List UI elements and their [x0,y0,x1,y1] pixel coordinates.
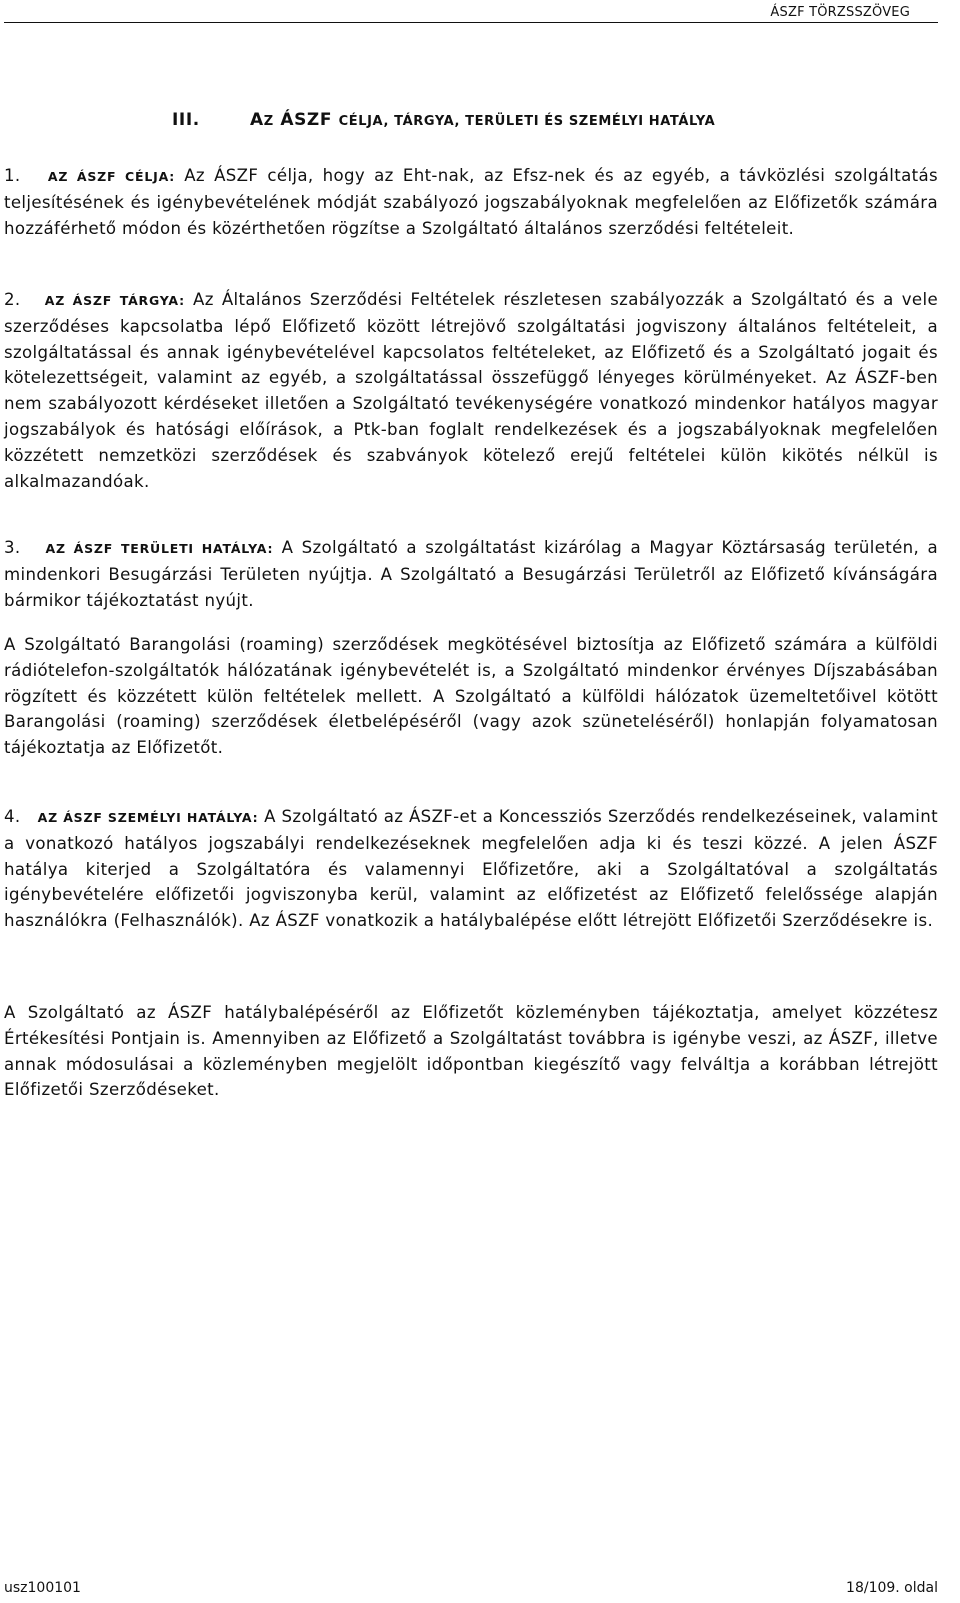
section-paragraph [4,287,938,494]
section-lead: AZ ÁSZF SZEMÉLYI HATÁLYA: [37,810,259,825]
section-number: 4. [4,807,21,826]
chapter-title-main: ÁSZF [280,110,333,130]
chapter-title-small: Z [263,114,274,129]
running-header-title: ÁSZF TÖRZSSZÖVEG [770,5,910,20]
section-number: 1. [4,166,21,185]
paragraph [4,632,938,761]
section-text: A Szolgáltató az ÁSZF-et a Koncessziós Szerződés rendelkezéseinek, valamint a vonatkozó hatályos jogszabályi rendelkezéseknek megfelelően adja ki és teszi közzé. A jelen ÁSZF hatálya kiterjed a Szolgáltatóra és valamennyi Előfizetőre, aki a Szolgáltatóval a szolgáltatás igénybevételére előfizetői jogviszonyba kerül, valamint az előfizetést az Előfizető felelőssége alapján használókra (Felhasználók). Az ÁSZF vonatkozik a hatálybalépése előtt létrejött Előfizetői Szerződésekre is. [4,807,938,931]
paragraph-text: A Szolgáltató az ÁSZF hatálybalépéséről az Előfizetőt közleményben tájékoztatja, amelyet közzétesz Értékesítési Pontjain is. Amennyiben az Előfizető a Szolgáltatást továbbra is igénybe veszi, az ÁSZF, illetve annak módosulásai a közleményben megjelölt időpontban kiegészítő vagy felváltja a korábban létrejött Előfizetői Szerződéseket. [4,1003,938,1100]
paragraph [4,1000,938,1103]
section-paragraph [4,163,938,241]
chapter-title [172,110,715,130]
section-paragraph [4,804,938,934]
section-text: Az Általános Szerződési Feltételek részletesen szabályozzák a Szolgáltató és a vele szerződéses kapcsolatba lépő Előfizető között létrejövő szolgáltatási jogviszony általános feltételeit, a szolgáltatással és annak igénybevételével kapcsolatos feltételeket, az Előfizető és a Szolgáltató jogait és kötelezettségeit, valamint az egyéb, a szolgáltatással összefüggő lényeges körülményeket. Az ÁSZF-ben nem szabályozott kérdéseket illetően a Szolgáltató tevékenységére vonatkozó mindenkor hatályos magyar jogszabályok és hatósági előírások, a Ptk-ban foglalt rendelkezések és a jogszabályoknak megfelelően közzétett nemzetközi szerződések és szabványok kötelező erejű feltételei külön kikötés nélkül is alkalmazandóak. [4,290,939,491]
running-header [4,6,938,23]
section-text: A Szolgáltató a szolgáltatást kizárólag a Magyar Köztársaság területén, a mindenkori Besugárzási Területen nyújtja. A Szolgáltató a Besugárzási Területről az Előfizető kívánságára bármikor tájékoztatást nyújt. [4,538,938,610]
chapter-number: III. [172,110,200,130]
section-number: 3. [4,538,21,557]
section-number: 2. [4,290,21,309]
chapter-title-tail: CÉLJA, TÁRGYA, TERÜLETI ÉS SZEMÉLYI HATÁLYA [338,114,716,129]
paragraph-text: A Szolgáltató Barangolási (roaming) szerződések megkötésével biztosítja az Előfizető számára a külföldi rádiótelefon-szolgáltatók hálózatának igénybevételét is, a Szolgáltató mindenkor érvényes Díjszabásában rögzített és közzétett külön feltételek mellett. A Szolgáltató a külföldi hálózatok üzemeltetőivel kötött Barangolási (roaming) szerződések életbelépéséről (vagy azok szüneteléséről) honlapján folyamatosan tájékoztatja az Előfizetőt. [4,635,938,758]
section-lead: AZ ÁSZF TERÜLETI HATÁLYA: [45,541,274,556]
chapter-title-first-letter: A [250,110,264,130]
section-lead: AZ ÁSZF CÉLJA: [47,169,176,184]
footer-page-number: 18/109. oldal [846,1580,938,1596]
section-paragraph [4,535,938,613]
footer-doc-code: usz100101 [4,1580,81,1596]
section-text: Az ÁSZF célja, hogy az Eht-nak, az Efsz-nek és az egyéb, a távközlési szolgáltatás teljesítésének és igénybevételének módját szabályozó jogszabályoknak megfelelően az Előfizetők számára hozzáférhető módon és közérthetően rögzítse a Szolgáltató általános szerződési feltételeit. [4,166,939,238]
section-lead: AZ ÁSZF TÁRGYA: [44,293,185,308]
page-footer [4,1580,938,1596]
